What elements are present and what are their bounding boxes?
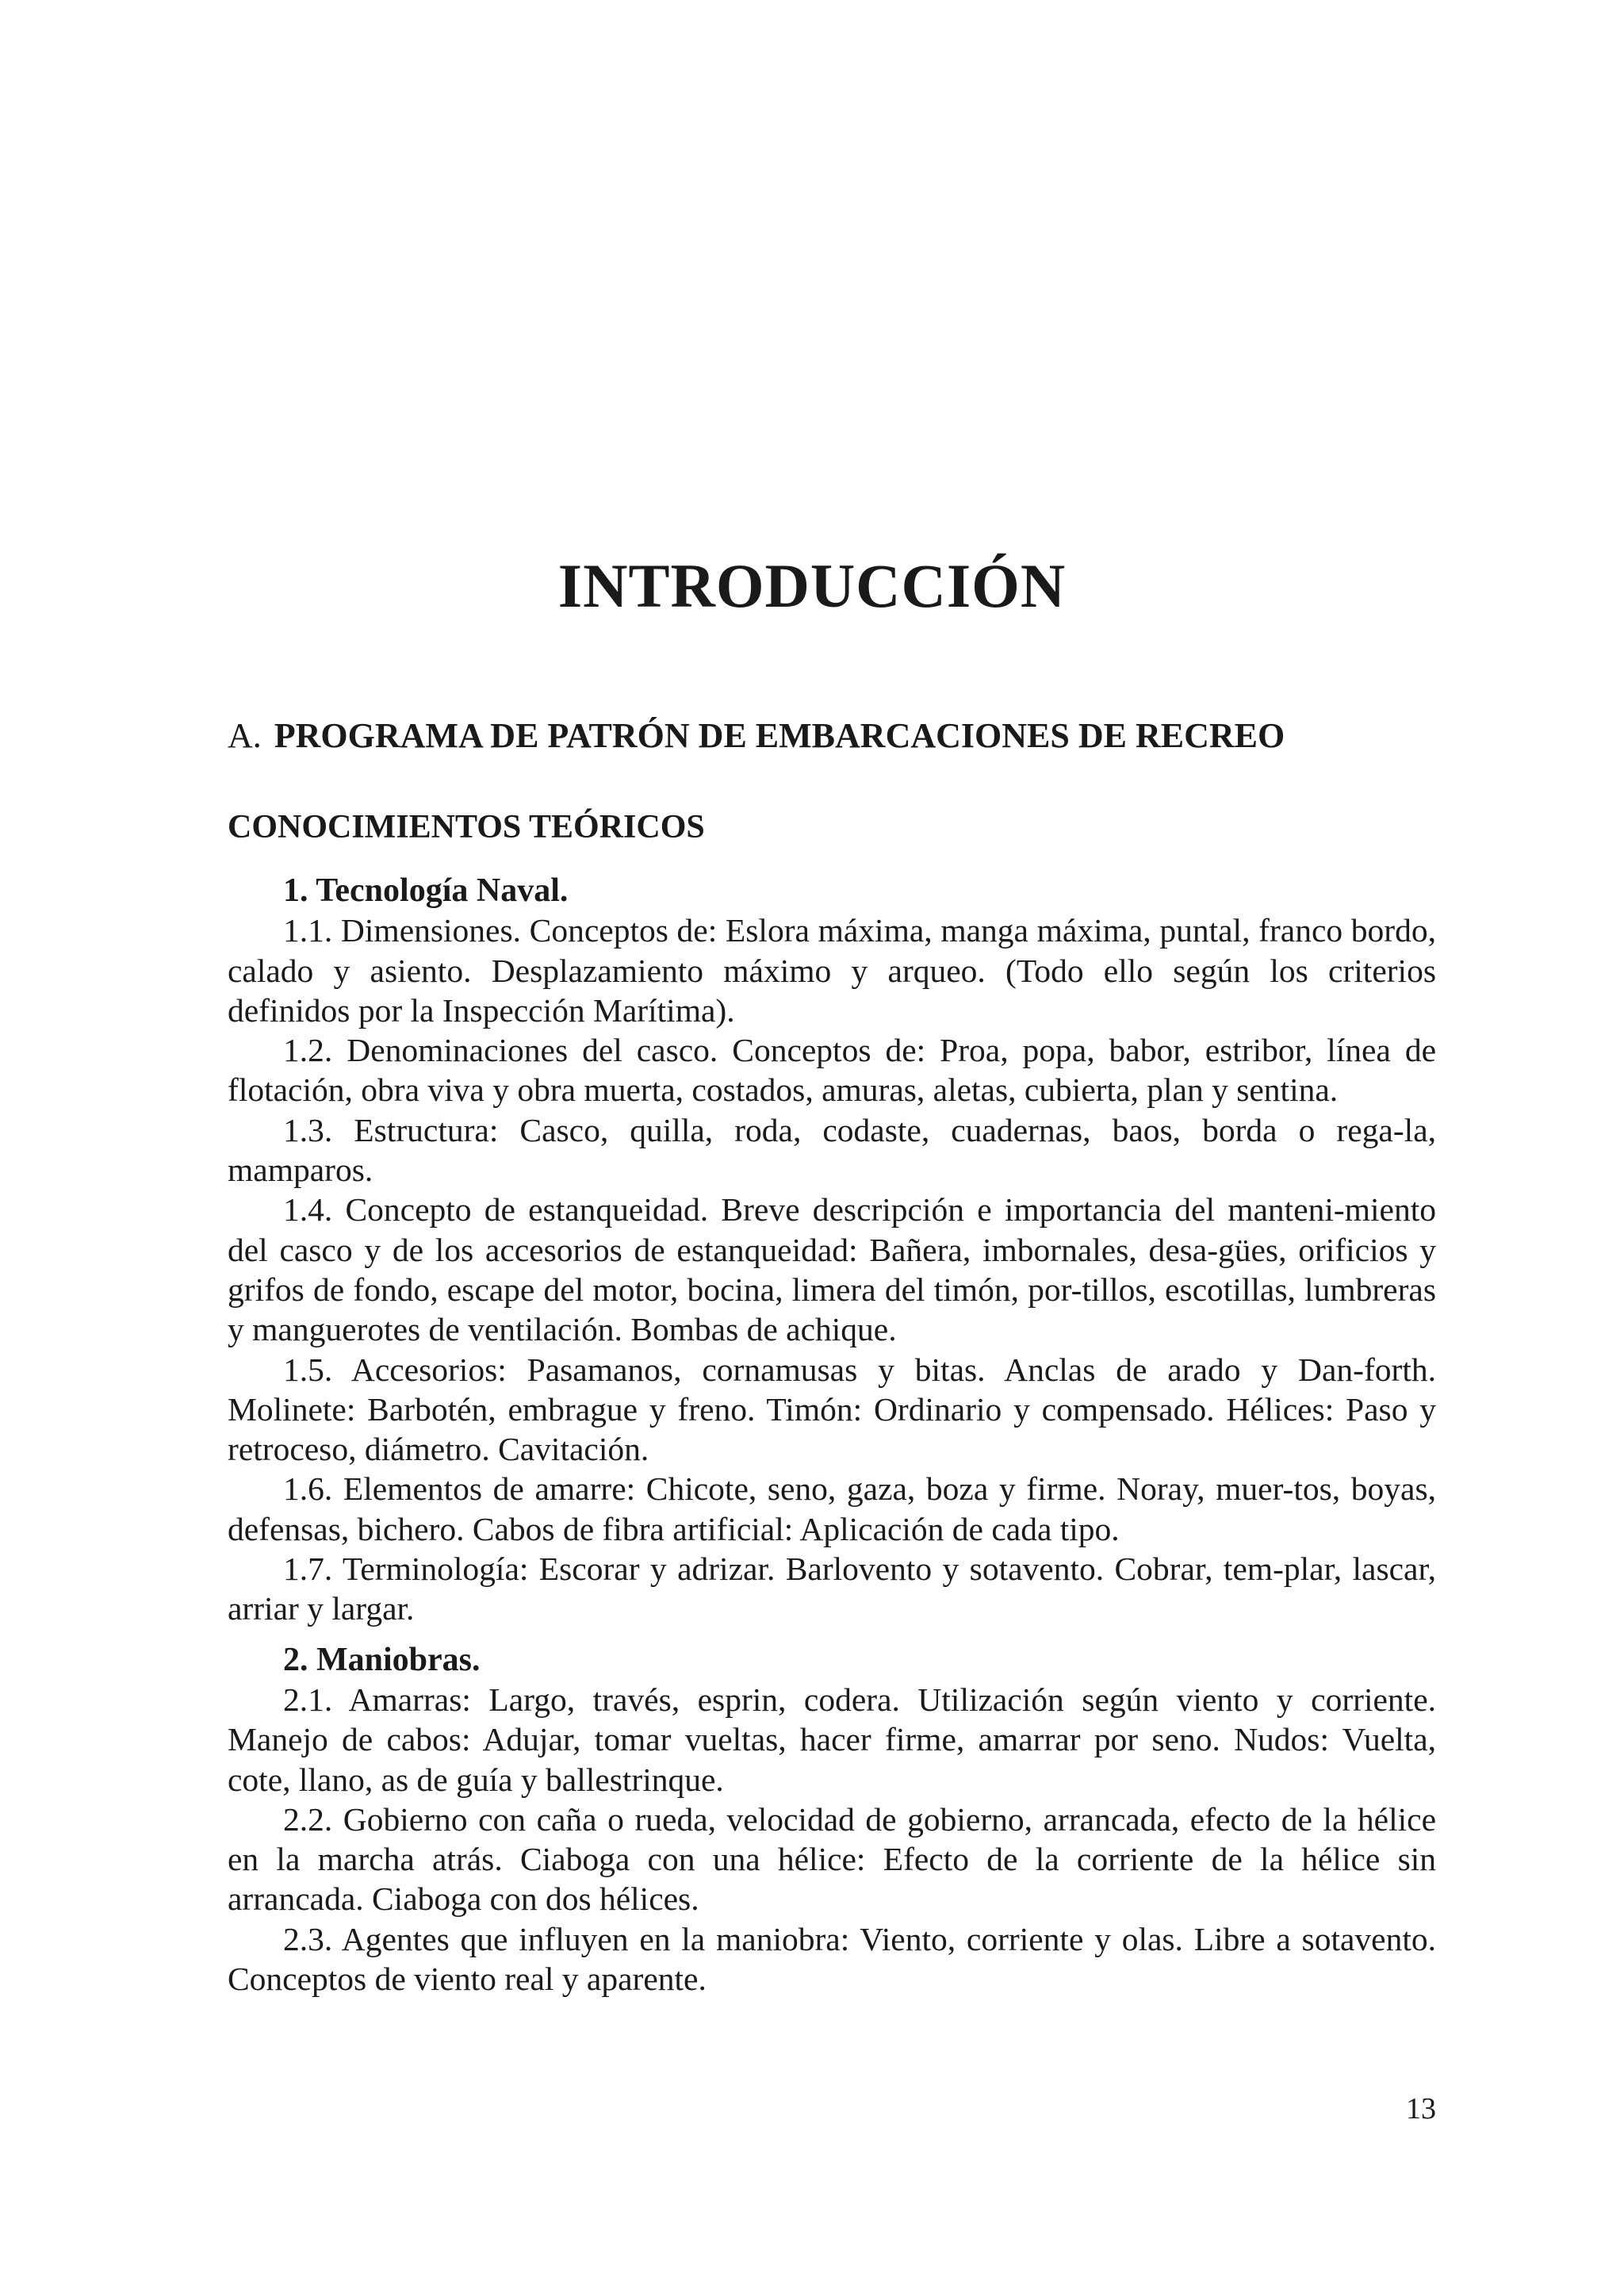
list-item: 1.7. Terminología: Escorar y adrizar. Barlovento y sotavento. Cobrar, tem-plar, lascar, arriar y largar.	[228, 1550, 1436, 1627]
topic-heading: 2. Maniobras.	[283, 1641, 481, 1678]
list-item: 1.6. Elementos de amarre: Chicote, seno, gaza, boza y firme. Noray, muer-tos, boyas, defensas, bichero. Cabos de fibra artificial: Aplicación de cada tipo.	[228, 1470, 1436, 1547]
topic-heading: 1. Tecnología Naval.	[283, 872, 569, 909]
subsection-heading: CONOCIMIENTOS TEÓRICOS	[228, 809, 705, 845]
list-item: 2.3. Agentes que influyen en la maniobra: Viento, corriente y olas. Libre a sotavento. Conceptos de viento real y aparente.	[228, 1920, 1436, 1998]
list-item: 1.2. Denominaciones del casco. Conceptos de: Proa, popa, babor, estribor, línea de flotación, obra viva y obra muerta, costados, amuras, aletas, cubierta, plan y sentina.	[228, 1032, 1436, 1109]
list-item: 1.3. Estructura: Casco, quilla, roda, codaste, cuadernas, baos, borda o rega-la, mamparos.	[228, 1111, 1436, 1189]
list-item: 1.1. Dimensiones. Conceptos de: Eslora máxima, manga máxima, puntal, franco bordo, calado y asiento. Desplazamiento máximo y arqueo. (Todo ello según los criterios definidos por la Inspección Marítima).	[228, 912, 1436, 1029]
section-heading	[228, 716, 1285, 755]
chapter-title: INTRODUCCIÓN	[557, 551, 1067, 620]
section-title: PROGRAMA DE PATRÓN DE EMBARCACIONES DE RECREO	[274, 716, 1285, 755]
list-item: 1.5. Accesorios: Pasamanos, cornamusas y bitas. Anclas de arado y Dan-forth. Molinete: Barbotén, embrague y freno. Timón: Ordinario y compensado. Hélices: Paso y retroceso, diámetro. Cavitación.	[228, 1351, 1436, 1468]
document-body	[228, 871, 1436, 1999]
page-number: 13	[1406, 2092, 1436, 2125]
list-item: 2.2. Gobierno con caña o rueda, velocidad de gobierno, arrancada, efecto de la hélice en la marcha atrás. Ciaboga con una hélice: Efecto de la corriente de la hélice sin arrancada. Ciaboga con dos hélices.	[228, 1800, 1436, 1918]
list-item: 2.1. Amarras: Largo, través, esprin, codera. Utilización según viento y corriente. Manejo de cabos: Adujar, tomar vueltas, hacer firme, amarrar por seno. Nudos: Vuelta, cote, llano, as de guía y ballestrinque.	[228, 1681, 1436, 1798]
list-item: 1.4. Concepto de estanqueidad. Breve descripción e importancia del manteni-miento del casco y de los accesorios de estanqueidad: Bañera, imbornales, desa-gües, orificios y grifos de fondo, escape del motor, bocina, limera del timón, por-tillos, escotillas, lumbreras y manguerotes de ventilación. Bombas de achique.	[228, 1191, 1436, 1348]
section-letter: A.	[228, 716, 262, 755]
